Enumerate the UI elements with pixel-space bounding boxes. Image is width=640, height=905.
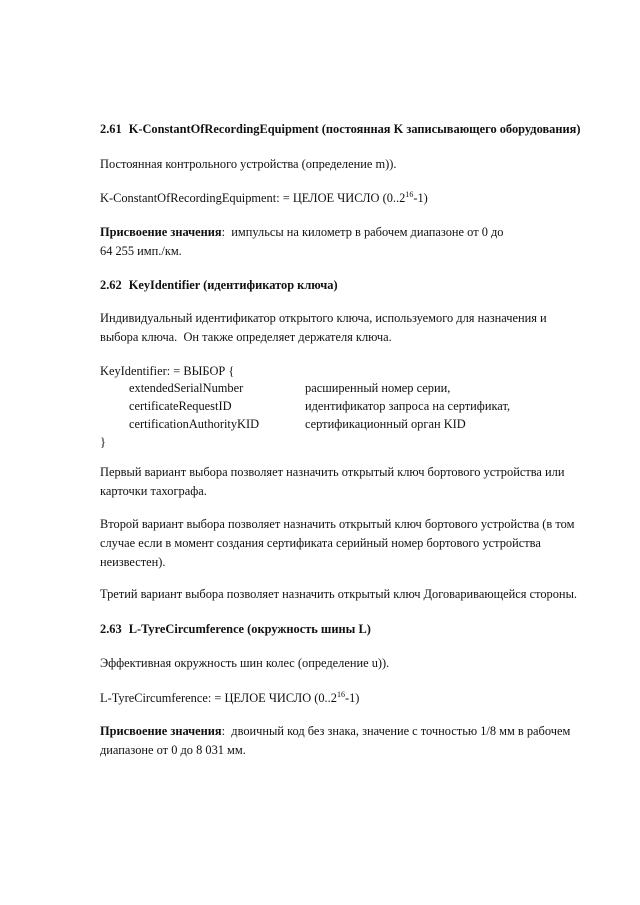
choice-description: расширенный номер серии,: [305, 381, 451, 395]
key-identifier-choice-block: [100, 362, 600, 449]
choice-description: идентификатор запроса на сертификат,: [305, 399, 511, 413]
section-2-62-definition: [100, 309, 600, 347]
choice-close: }: [100, 435, 106, 449]
definition-line-1: Индивидуальный идентификатор открытого ключа, используемого для назначения и: [100, 311, 547, 325]
formula-exponent: 16: [405, 190, 414, 199]
paragraph-line: случае если в момент создания сертификата серийный номер бортового устройства: [100, 536, 541, 550]
value-assignment-text: двоичный код без знака, значение с точностью 1/8 мм в рабочем: [225, 724, 571, 738]
choice-open: KeyIdentifier: = ВЫБОР {: [100, 364, 235, 378]
section-2-61-formula: [100, 189, 600, 208]
paragraph-line: Второй вариант выбора позволяет назначить открытый ключ бортового устройства (в том: [100, 517, 575, 531]
section-2-63-definition: Эффективная окружность шин колес (определение u)).: [100, 656, 390, 670]
formula-prefix: L-TyreCircumference: = ЦЕЛОЕ ЧИСЛО (0..2: [100, 691, 337, 705]
formula-suffix: -1): [344, 691, 360, 705]
choice-close-row: [100, 433, 600, 452]
section-2-61-value-assignment: [100, 223, 600, 261]
section-title: L-TyreCircumference (окружность шины L): [128, 622, 371, 636]
formula-exponent: 16: [336, 690, 345, 699]
paragraph-line: Первый вариант выбора позволяет назначить открытый ключ бортового устройства или: [100, 465, 565, 479]
value-assignment-label: Присвоение значения: [100, 724, 222, 738]
section-2-62-paragraph-2: [100, 515, 600, 572]
section-2-61-definition: Постоянная контрольного устройства (определение m)).: [100, 157, 397, 171]
choice-field: certificateRequestID: [129, 399, 232, 413]
section-title: K-ConstantOfRecordingEquipment (постоянная K записывающего оборудования): [128, 122, 581, 136]
value-assignment-line-1: [100, 223, 600, 242]
definition-line-2: выбора ключа. Он также определяет держателя ключа.: [100, 330, 392, 344]
choice-description: сертификационный орган KID: [305, 417, 466, 431]
value-assignment-label: Присвоение значения: [100, 225, 222, 239]
section-2-61-heading: [100, 120, 600, 139]
section-number: 2.62: [100, 278, 122, 292]
formula-suffix: -1): [413, 191, 428, 205]
choice-row: [100, 415, 600, 434]
choice-row: [100, 379, 600, 398]
paragraph-line: карточки тахографа.: [100, 484, 207, 498]
value-assignment-colon: :: [221, 225, 226, 239]
choice-field: extendedSerialNumber: [129, 381, 244, 395]
paragraph-line: неизвестен).: [100, 555, 166, 569]
value-assignment-line-1: [100, 722, 600, 741]
formula-prefix: K-ConstantOfRecordingEquipment: = ЦЕЛОЕ ЧИСЛО (0..2: [100, 191, 406, 205]
value-assignment-line-2: диапазоне от 0 до 8 031 мм.: [100, 743, 246, 757]
value-assignment-line-2: 64 255 имп./км.: [100, 244, 182, 258]
choice-field: certificationAuthorityKID: [129, 417, 260, 431]
section-number: 2.63: [100, 622, 122, 636]
section-number: 2.61: [100, 122, 122, 136]
section-2-62-paragraph-3: Третий вариант выбора позволяет назначить открытый ключ Договаривающейся стороны.: [100, 587, 577, 601]
choice-row: [100, 397, 600, 416]
section-2-62-heading: [100, 276, 600, 295]
value-assignment-text: импульсы на километр в рабочем диапазоне от 0 до: [225, 225, 504, 239]
section-2-62-paragraph-1: [100, 463, 600, 501]
section-2-63-heading: [100, 620, 600, 639]
section-2-63-value-assignment: [100, 722, 600, 760]
section-2-63-formula: [100, 689, 600, 708]
value-assignment-colon: :: [221, 724, 226, 738]
section-title: KeyIdentifier (идентификатор ключа): [128, 278, 338, 292]
